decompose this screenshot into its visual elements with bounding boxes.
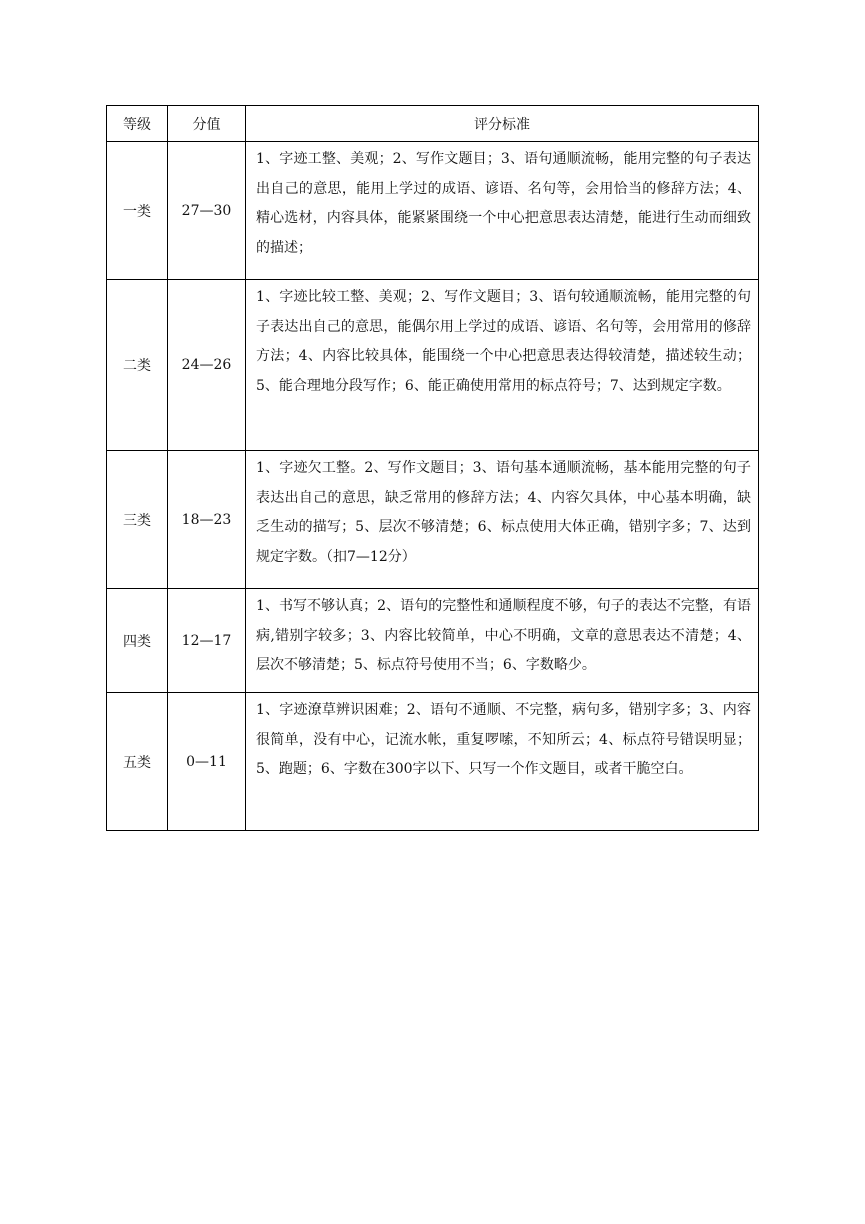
row-score: 27—30	[168, 142, 246, 280]
table-row	[107, 589, 759, 693]
row-score: 12—17	[168, 589, 246, 693]
row-score: 24—26	[168, 280, 246, 451]
row-level: 五类	[107, 693, 168, 831]
table-row	[107, 280, 759, 451]
header-criteria: 评分标准	[246, 106, 759, 142]
row-criteria: 1、字迹欠工整。2、写作文题目；3、语句基本通顺流畅，基本能用完整的句子表达出自己的意思，缺乏常用的修辞方法；4、内容欠具体，中心基本明确，缺乏生动的描写；5、层次不够清楚；6、标点使用大体正确，错别字多；7、达到规定字数。（扣7—12分）	[246, 451, 759, 589]
table-row	[107, 693, 759, 831]
row-level: 二类	[107, 280, 168, 451]
table-row	[107, 142, 759, 280]
row-level: 三类	[107, 451, 168, 589]
row-criteria: 1、字迹潦草辨识困难；2、语句不通顺、不完整，病句多，错别字多；3、内容很简单，没有中心，记流水帐，重复啰嗦，不知所云；4、标点符号错误明显；5、跑题；6、字数在300字以下、只写一个作文题目，或者干脆空白。	[246, 693, 759, 831]
table-header-row	[107, 106, 759, 142]
row-level: 四类	[107, 589, 168, 693]
header-level: 等级	[107, 106, 168, 142]
grading-rubric-table	[106, 105, 759, 831]
table-row	[107, 451, 759, 589]
row-criteria: 1、字迹工整、美观；2、写作文题目；3、语句通顺流畅，能用完整的句子表达出自己的意思，能用上学过的成语、谚语、名句等，会用恰当的修辞方法；4、精心选材，内容具体，能紧紧围绕一个中心把意思表达清楚，能进行生动而细致的描述；	[246, 142, 759, 280]
row-criteria: 1、书写不够认真；2、语句的完整性和通顺程度不够，句子的表达不完整，有语病,错别字较多；3、内容比较简单，中心不明确，文章的意思表达不清楚；4、层次不够清楚；5、标点符号使用不当；6、字数略少。	[246, 589, 759, 693]
header-score: 分值	[168, 106, 246, 142]
row-level: 一类	[107, 142, 168, 280]
row-score: 0—11	[168, 693, 246, 831]
row-score: 18—23	[168, 451, 246, 589]
row-criteria: 1、字迹比较工整、美观；2、写作文题目；3、语句较通顺流畅，能用完整的句子表达出自己的意思，能偶尔用上学过的成语、谚语、名句等，会用常用的修辞方法；4、内容比较具体，能围绕一个中心把意思表达得较清楚，描述较生动；5、能合理地分段写作；6、能正确使用常用的标点符号；7、达到规定字数。	[246, 280, 759, 451]
